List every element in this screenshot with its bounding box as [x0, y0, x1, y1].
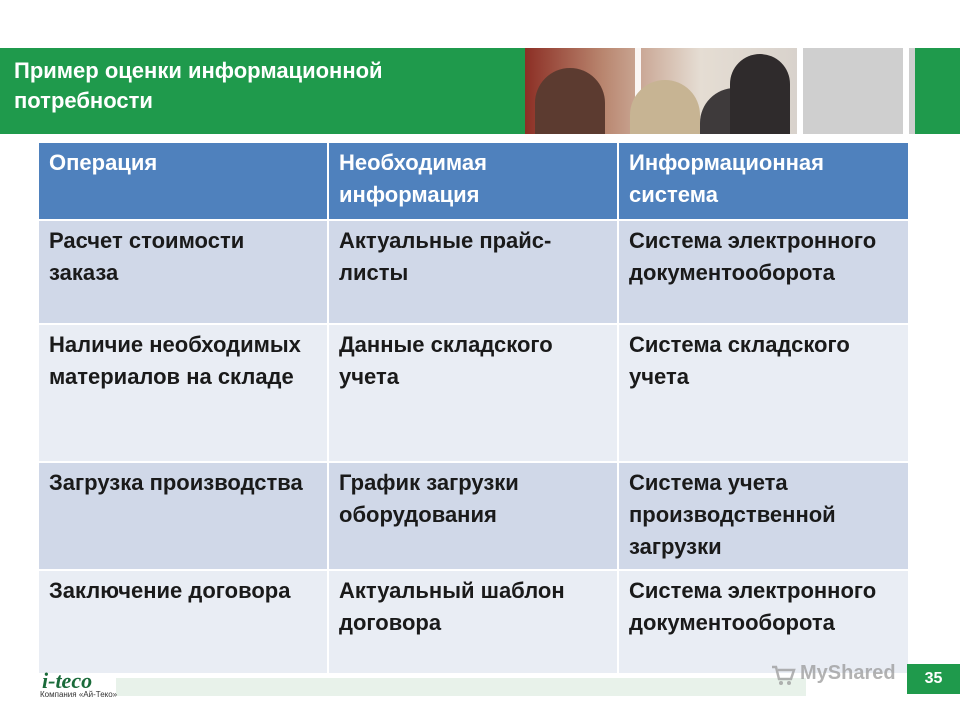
column-header: Информационная система — [618, 142, 909, 220]
page-number: 35 — [907, 664, 960, 694]
column-header: Операция — [38, 142, 328, 220]
table-row — [38, 462, 909, 570]
cart-icon — [770, 662, 796, 688]
table-cell: Загрузка производства — [38, 462, 328, 570]
person-silhouette — [630, 80, 700, 134]
table-row — [38, 570, 909, 674]
table-cell: Данные складского учета — [328, 324, 618, 462]
person-silhouette — [535, 68, 605, 134]
table-cell: График загрузки оборудования — [328, 462, 618, 570]
column-header: Необходимая информация — [328, 142, 618, 220]
table-row — [38, 324, 909, 462]
slide-title: Пример оценки информационной потребности — [14, 58, 383, 113]
table-cell: Заключение договора — [38, 570, 328, 674]
table-cell: Система складского учета — [618, 324, 909, 462]
watermark — [770, 660, 920, 690]
logo-caption: Компания «Ай-Теко» — [40, 690, 118, 699]
table-cell: Система учета производственной загрузки — [618, 462, 909, 570]
footer-bar — [116, 678, 806, 696]
watermark-text: MyShared — [800, 662, 896, 684]
table-cell: Система электронного документооборота — [618, 570, 909, 674]
company-logo — [38, 668, 118, 699]
photo-grey-panel — [803, 48, 915, 134]
table-header-row — [38, 142, 909, 220]
info-needs-table — [37, 141, 908, 675]
table-row — [38, 220, 909, 324]
photo-divider — [903, 48, 909, 134]
header-photo — [525, 48, 915, 134]
logo-mark: i-teco — [42, 668, 93, 693]
table-cell: Наличие необходимых материалов на складе — [38, 324, 328, 462]
person-silhouette — [730, 54, 790, 134]
table-cell: Актуальный шаблон договора — [328, 570, 618, 674]
table-cell: Система электронного документооборота — [618, 220, 909, 324]
table-cell: Актуальные прайс-листы — [328, 220, 618, 324]
table-cell: Расчет стоимости заказа — [38, 220, 328, 324]
